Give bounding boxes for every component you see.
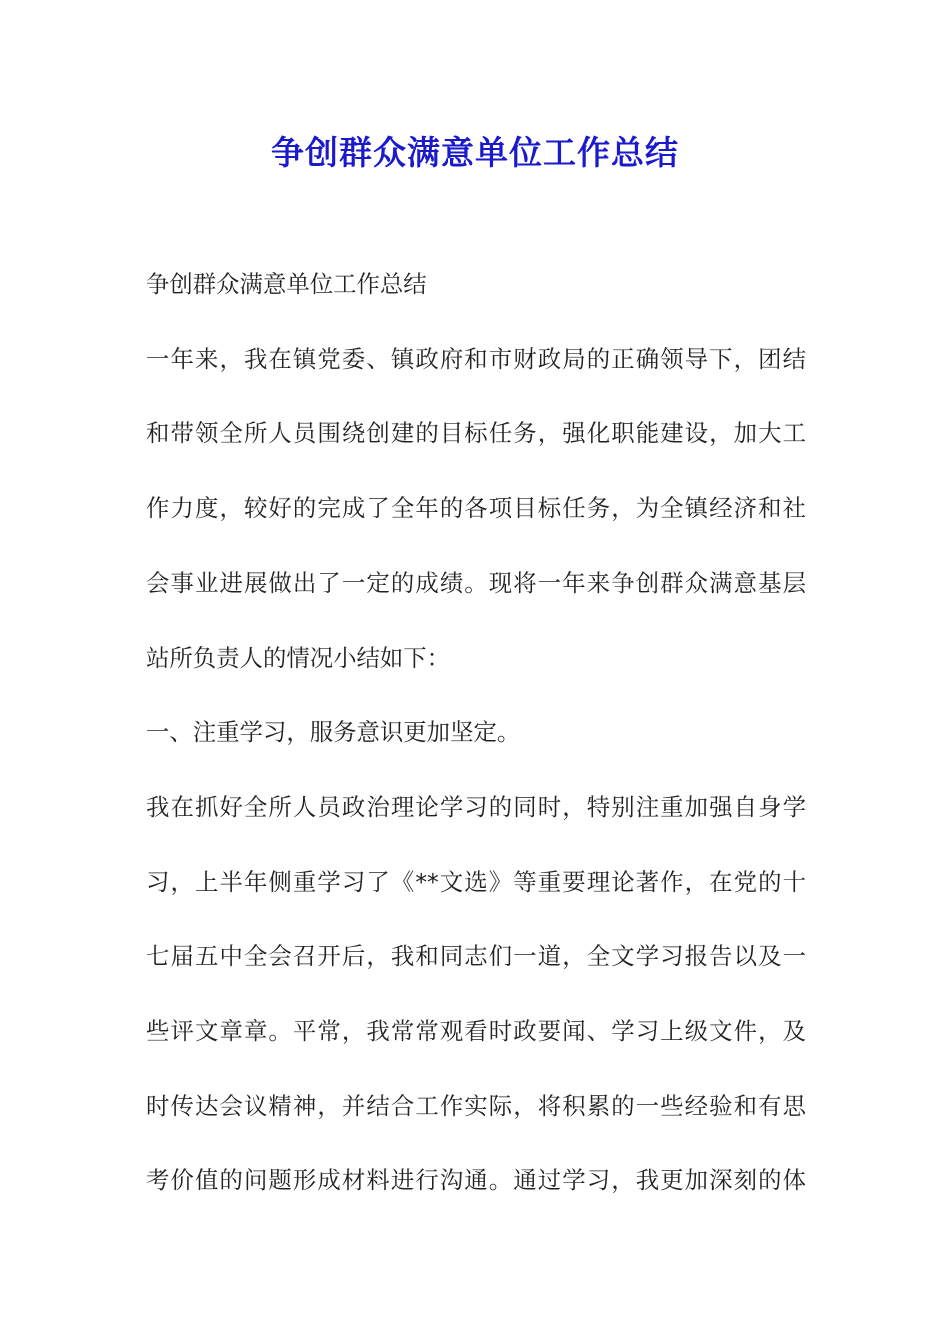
body-line: 些评文章章。平常，我常常观看时政要闻、学习上级文件，及 bbox=[146, 1017, 806, 1045]
body-line: 时传达会议精神，并结合工作实际，将积累的一些经验和有思 bbox=[146, 1092, 806, 1120]
body-line: 作力度，较好的完成了全年的各项目标任务，为全镇经济和社 bbox=[146, 494, 806, 522]
body-line: 习，上半年侧重学习了《**文选》等重要理论著作，在党的十 bbox=[146, 868, 806, 896]
body-line: 和带领全所人员围绕创建的目标任务，强化职能建设，加大工 bbox=[146, 419, 806, 447]
body-line: 站所负责人的情况小结如下： bbox=[146, 644, 451, 672]
body-line: 考价值的问题形成材料进行沟通。通过学习，我更加深刻的体 bbox=[146, 1166, 806, 1194]
body-line: 会事业进展做出了一定的成绩。现将一年来争创群众满意基层 bbox=[146, 569, 806, 597]
body-line: 一年来，我在镇党委、镇政府和市财政局的正确领导下，团结 bbox=[146, 345, 806, 373]
body-line: 我在抓好全所人员政治理论学习的同时，特别注重加强自身学 bbox=[146, 793, 806, 821]
document-title: 争创群众满意单位工作总结 bbox=[271, 133, 679, 172]
section-heading: 一、注重学习，服务意识更加坚定。 bbox=[146, 718, 521, 746]
body-line: 争创群众满意单位工作总结 bbox=[146, 270, 427, 298]
body-line: 七届五中全会召开后，我和同志们一道，全文学习报告以及一 bbox=[146, 942, 806, 970]
